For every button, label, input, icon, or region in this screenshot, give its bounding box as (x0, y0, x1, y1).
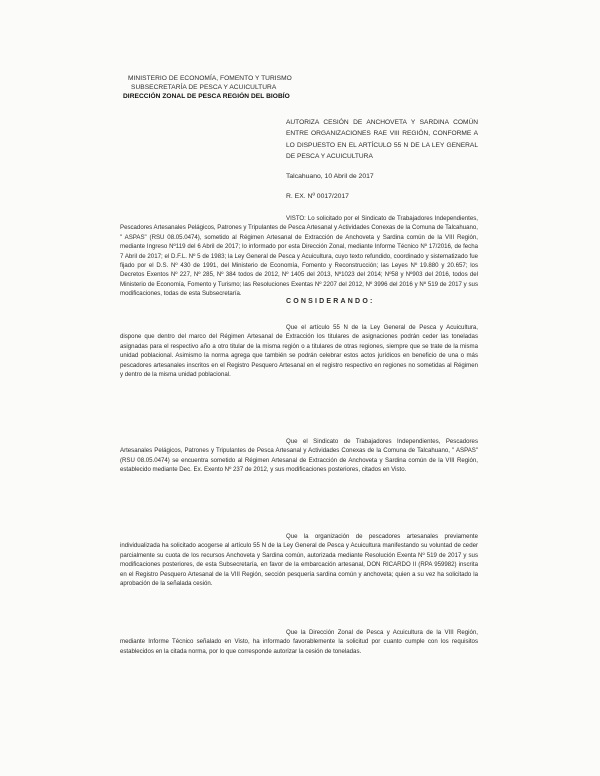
considerando-paragraph-4: Que la Dirección Zonal de Pesca y Acuicultura de la VIII Región, mediante Informe Técnico señalado en Visto, ha informado favorablemente la solicitud por cuanto cumple con los requisitos establecidos en la citada norma, por lo que corresponde autorizar la cesión de toneladas. (120, 629, 478, 655)
considerando-heading: CONSIDERANDO: (286, 298, 375, 305)
letterhead (123, 74, 303, 101)
visto-paragraph: VISTO: Lo solicitado por el Sindicato de Trabajadores Independientes, Pescadores Artesanales Pelágicos, Patrones y Tripulantes de Pesca Artesanal y Actividades Conexas de la Comuna de Talcahuano, " ASPAS" (RSU 08.05.0474), sometido al Régimen Artesanal de Extracción de Anchoveta y Sardina común de la VIII Región, mediante Ingreso Nº119 del 6 Abril de 2017; lo informado por esta Dirección Zonal, mediante Informe Técnico Nº 17/2016, de fecha 7 Abril de 2017; el D.F.L. Nº 5 de 1983; la Ley General de Pesca y Acuicultura, cuyo texto refundido, coordinado y sistematizado fue fijado por el D.S. Nº 430 de 1991, del Ministerio de Economía, Fomento y Reconstrucción; las Leyes Nº 19.880 y 20.657; los Decretos Exentos Nº 227, Nº 285, Nº 384 todos de 2012, Nº 1405 del 2013, Nº1023 del 2014; Nº58 y Nº903 del 2016, todos del Ministerio de Economía, Fomento y Turismo; las Resoluciones Exentas Nº 2207 del 2012, Nº 3996 del 2016 y Nº 519 de 2017 y sus modificaciones, todas de esta Subsecretaría. (120, 215, 478, 298)
considerando-paragraph-3: Que la organización de pescadores artesanales previamente individualizada ha solicitado acogerse al artículo 55 N de la Ley General de Pesca y Acuicultura manifestando su voluntad de ceder parcialmente su cuota de los recursos Anchoveta y Sardina común, autorizada mediante Resolución Exenta Nº 519 de 2017 y sus modificaciones posteriores, de esta Subsecretaría, en favor de la embarcación artesanal, DON RICARDO II (RPA 959982) inscrita en el Registro Pesquero Artesanal de la VIII Región, sección pesquería sardina común y anchoveta; quien a su vez ha solicitado la aprobación de la señalada cesión. (120, 533, 478, 588)
ministry-name: MINISTERIO DE ECONOMÍA, FOMENTO Y TURISMO (128, 75, 292, 82)
zonal-directorate-name: DIRECCIÓN ZONAL DE PESCA REGIÓN DEL BIOBÍO (123, 93, 290, 100)
considerando-paragraph-2: Que el Sindicato de Trabajadores Independientes, Pescadores Artesanales Pelágicos, Patrones y Tripulantes de Pesca Artesanal y Actividades Conexas de la Comuna de Talcahuano, " ASPAS" (RSU 08.05.0474) se encuentra sometido al Régimen Artesanal de Extracción de Anchoveta y Sardina común de la VIII Región, establecido mediante Dec. Ex. Exento Nº 237 de 2012, y sus modificaciones posteriores, citados en Visto. (120, 438, 478, 474)
resolution-subject: AUTORIZA CESIÓN DE ANCHOVETA Y SARDINA COMÚN ENTRE ORGANIZACIONES RAE VIII REGIÓN, CONFORME A LO DISPUESTO EN EL ARTÍCULO 55 N DE LA LEY GENERAL DE PESCA Y ACUICULTURA (286, 119, 478, 160)
resolution-number: R. EX. Nº 0017/2017 (286, 193, 349, 200)
considerando-paragraph-1: Que el artículo 55 N de la Ley General de Pesca y Acuicultura, dispone que dentro del marco del Régimen Artesanal de Extracción los titulares de asignaciones podrán ceder las toneladas asignadas para el respectivo año a otro titular de la misma región o a titulares de otras regiones, siempre que se trate de la misma unidad poblacional. Asimismo la norma agrega que también se podrán celebrar estos actos jurídicos en beneficio de una o más pescadores artesanales inscritos en el Registro Pesquero Artesanal en el registro respectivo en regiones no sometidas al Régimen y dentro de la misma unidad poblacional. (120, 324, 478, 379)
resolution-date: Talcahuano, 10 Abril de 2017 (286, 173, 374, 180)
undersecretariat-name: SUBSECRETARÍA DE PESCA Y ACUICULTURA (131, 84, 277, 91)
